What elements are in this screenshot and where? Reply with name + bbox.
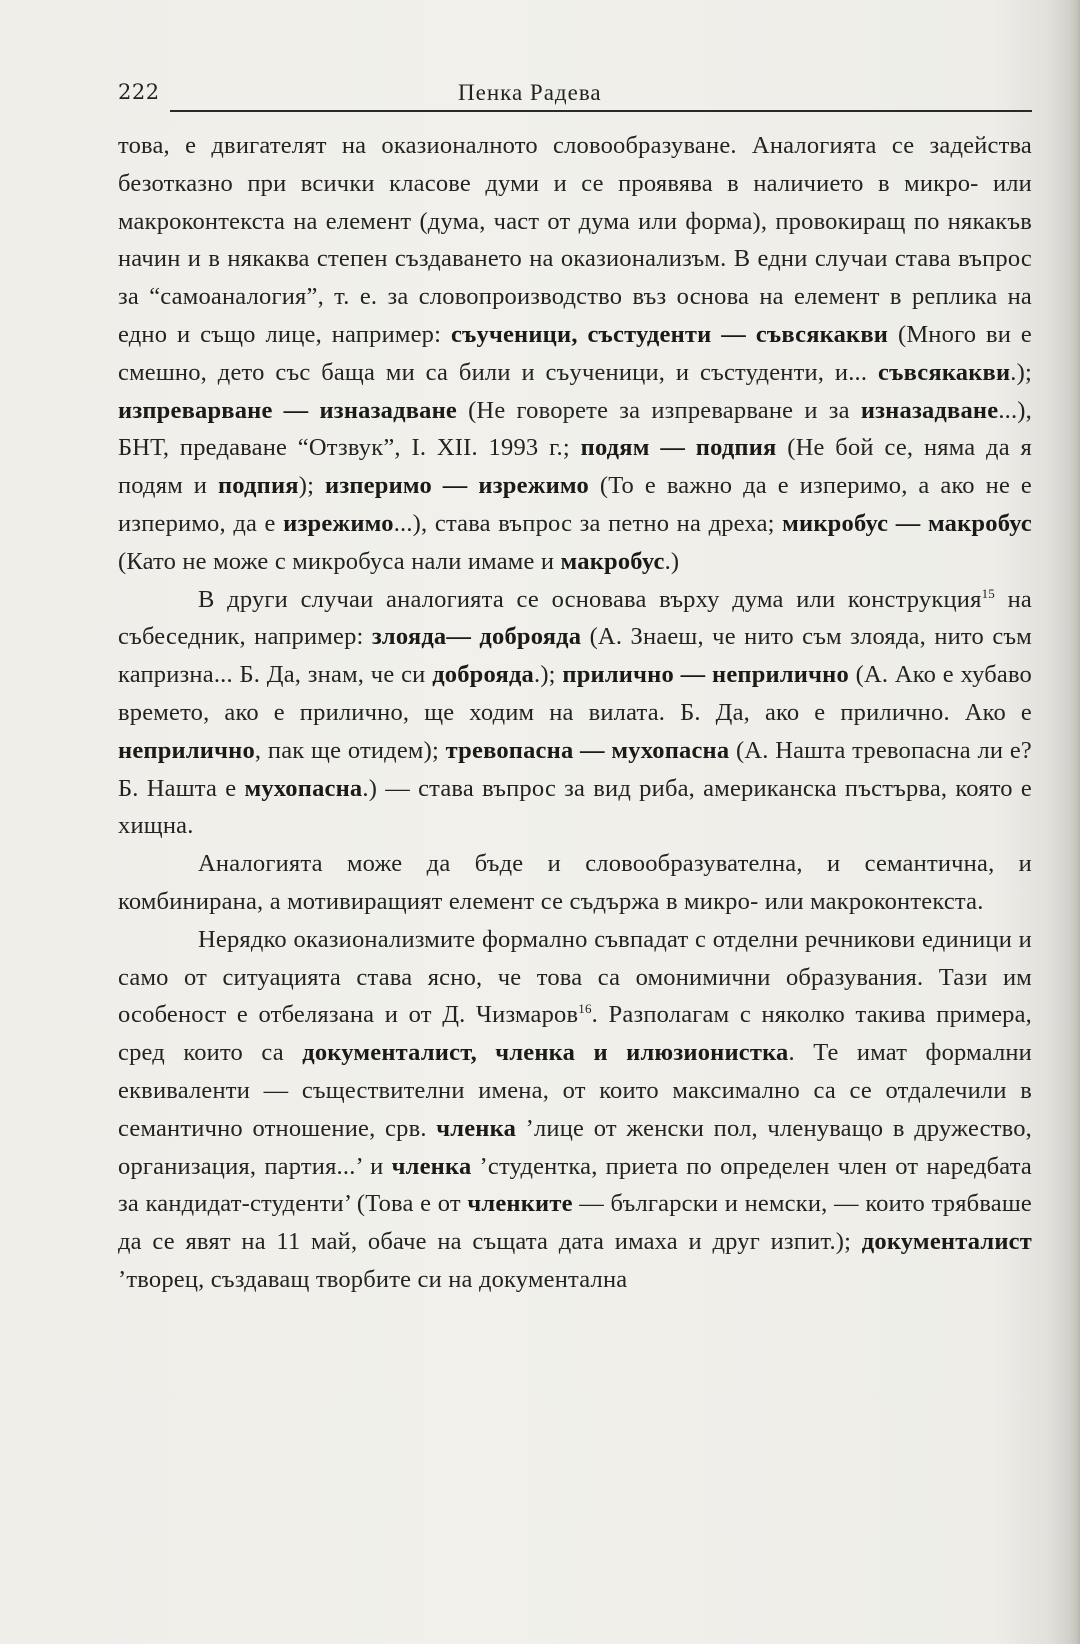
text-run: ...), става въпрос за петно на дреха; xyxy=(393,509,783,537)
paragraph xyxy=(118,127,1032,581)
text-run: (Не бой се, няма да я подям и xyxy=(118,434,1032,500)
bold-term: доброяда xyxy=(432,661,534,689)
bold-term: изпреварване — изназадване xyxy=(118,396,457,424)
running-head-author: Пенка Радева xyxy=(458,80,602,105)
bold-term: макробус xyxy=(560,547,665,575)
paragraph xyxy=(118,845,1032,921)
bold-term: прилично — неприлично xyxy=(562,661,849,689)
page-header xyxy=(118,80,1032,114)
bold-term: подям — подпия xyxy=(580,434,777,462)
text-run: .) — става въпрос за вид риба, американска пъстърва, която е хищна. xyxy=(118,774,1032,840)
bold-term: мухопасна xyxy=(244,774,363,802)
text-run: ’лице от женски пол, членуващо в дружество, организация, партия...’ и xyxy=(118,1114,1032,1180)
paragraph xyxy=(118,921,1032,1299)
text-run: (А. Знаеш, че нито съм злояда, нито съм капризна... Б. Да, знам, че си xyxy=(118,623,1032,689)
text-run: .) xyxy=(664,547,680,575)
text-run: .); xyxy=(534,661,563,689)
bold-term: членка xyxy=(391,1152,472,1180)
text-run: Аналогията може да бъде и словообразувателна, и семантична, и комбинирана, а мотивиращият елемент се съдържа в микро- или макроконтекста. xyxy=(118,850,1032,915)
footnote-ref: 16 xyxy=(578,1001,592,1017)
paragraph xyxy=(118,581,1032,846)
text-run: (А. Нашта тревопасна ли е? Б. Нашта е xyxy=(118,736,1032,802)
text-run: Нерядко оказионализмите формално съвпадат с отделни речникови единици и само от ситуацията става ясно, че това са омонимични образувания. Тази им особеност е отбелязана и от Д. Чизмаров xyxy=(118,925,1032,1029)
text-run: на събеседник, например: xyxy=(118,585,1033,651)
text-run: ...), БНТ, предаване “Отзвук”, I. XII. 1993 г.; xyxy=(118,396,1032,462)
text-run: (А. Ако е хубаво времето, ако е прилично, ще ходим на вилата. Б. Да, ако е прилично. Ако е xyxy=(118,661,1032,726)
text-run: (Като не може с микробуса нали имаме и xyxy=(118,547,561,575)
bold-term: изрежимо xyxy=(283,509,394,537)
text-run: . Разполагам с няколко такива примера, сред които са xyxy=(118,1001,1032,1067)
bold-term: тревопасна — мухопасна xyxy=(445,736,730,764)
body-text xyxy=(118,127,1032,1299)
text-run: ); xyxy=(298,472,325,500)
bold-term: неприлично xyxy=(118,736,255,764)
text-run: (Много ви е смешно, дето със баща ми са били и съученици, и състуденти, и... xyxy=(118,320,1032,386)
bold-term: съученици, състуденти — съвсякакви xyxy=(450,320,889,348)
text-run: ’творец, създаващ творбите си на документална xyxy=(118,1265,628,1293)
bold-term: членките xyxy=(467,1190,573,1218)
bold-term: подпия xyxy=(217,472,299,500)
text-run: (То е важно да е изперимо, а ако не е изперимо, да е xyxy=(118,472,1032,537)
text-run: това, е двигателят на оказионалното словообразуване. Аналогията се задейства безотказно при всички класове думи и се проявява в наличието в микро- или макроконтекста на елемент (дума, част от дума или форма), провокиращ по някакъв начин и в някаква степен създаването на оказионализъм. В едни случаи става въпрос за “самоаналогия”, т. е. за словопроизводство въз основа на елемент в реплика на едно и също лице, например: xyxy=(118,132,1032,348)
header-rule xyxy=(170,110,1032,112)
bold-term: съвсякакви xyxy=(878,358,1011,386)
bold-term: документалист xyxy=(861,1228,1032,1256)
text-run: (Не говорете за изпреварване и за xyxy=(456,396,861,424)
bold-term: злояда— доброяда xyxy=(371,623,582,651)
text-run: . Те имат формални еквиваленти — съществителни имена, от които максимално са се отдалечили в семантично отношение, срв. xyxy=(118,1039,1032,1142)
bold-term: документалист, членка и илюзионистка xyxy=(302,1039,789,1067)
text-run: В други случаи аналогията се основава върху дума или конструкция xyxy=(198,585,982,613)
text-run: .); xyxy=(1010,358,1032,386)
footnote-ref: 15 xyxy=(981,585,995,601)
bold-term: изперимо — изрежимо xyxy=(325,472,589,500)
page-edge-shadow xyxy=(1070,0,1080,1644)
bold-term: микробус — макробус xyxy=(782,509,1032,537)
text-run: ’студентка, приета по определен член от наредбата за кандидат-студенти’ (Това е от xyxy=(118,1152,1033,1218)
bold-term: членка xyxy=(436,1114,517,1142)
text-run: — български и немски, — които трябваше да се явят на 11 май, обаче на същата дата имаха и друг изпит.); xyxy=(118,1190,1032,1256)
text-run: , пак ще отидем); xyxy=(254,736,446,764)
page-number: 222 xyxy=(118,80,160,104)
bold-term: изназадване xyxy=(860,396,999,424)
